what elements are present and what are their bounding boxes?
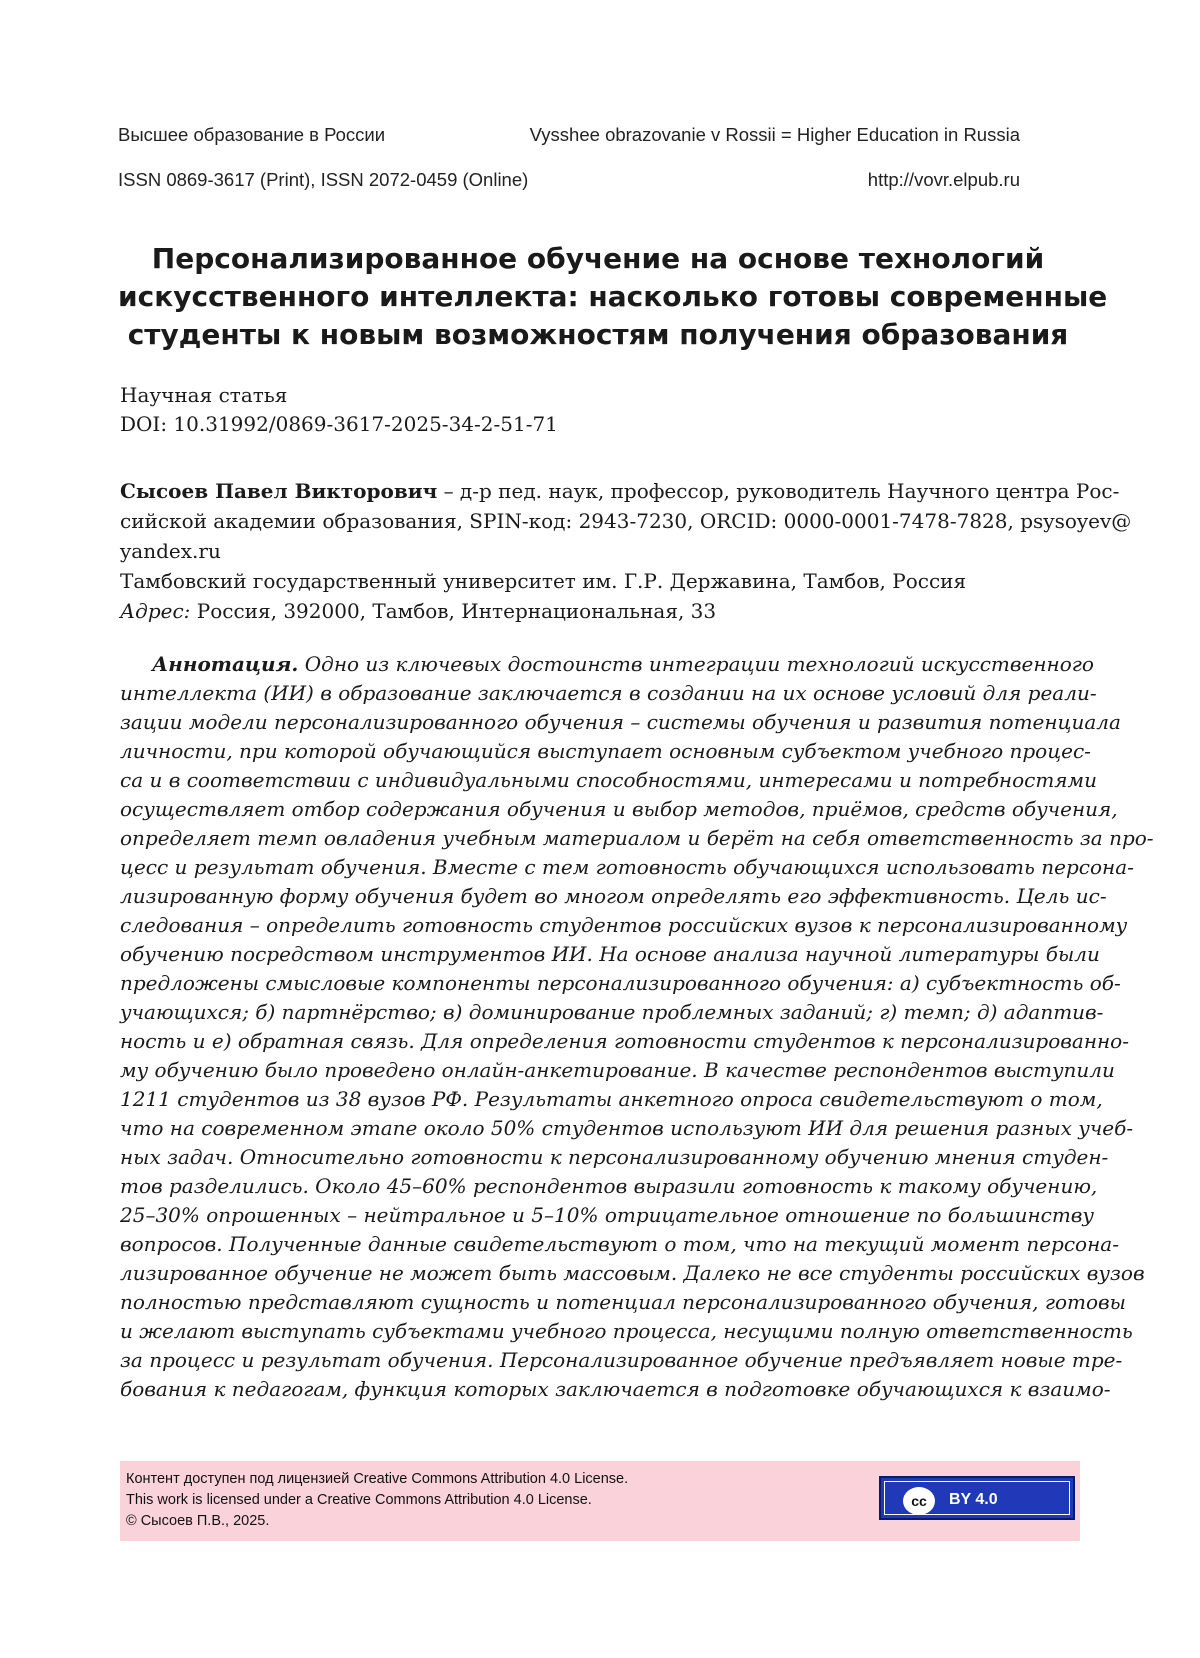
abstract-line: учающихся; б) партнёрство; в) доминирование проблемных заданий; г) темп; д) адаптив- [120, 1000, 1104, 1024]
title-line: искусственного интеллекта: насколько готовы современные [118, 280, 1108, 313]
abstract-line: са и в соответствии с индивидуальными способностями, интересами и потребностями [120, 768, 1098, 792]
author-address: Россия, 392000, Тамбов, Интернациональная, 33 [190, 599, 717, 623]
abstract-line: осуществляет отбор содержания обучения и выбор методов, приёмов, средств обучения, [120, 797, 1118, 821]
journal-title-en: Vysshee obrazovanie v Rossii = Higher Education in Russia [529, 124, 1020, 145]
journal-url[interactable]: http://vovr.elpub.ru [867, 169, 1020, 190]
abstract-line: ных задач. Относительно готовности к персонализированному обучению мнения студен- [120, 1145, 1109, 1169]
author-email-tail: yandex.ru [120, 539, 221, 563]
issn-line: ISSN 0869-3617 (Print), ISSN 2072-0459 (Online) [118, 169, 529, 190]
cc-logo-icon: cc [903, 1487, 935, 1515]
abstract-line: тов разделились. Около 45–60% респондентов выразили готовность к такому обучению, [120, 1174, 1098, 1198]
abstract-line: му обучению было проведено онлайн-анкетирование. В качестве респондентов выступили [120, 1058, 1115, 1082]
abstract-line: лизированное обучение не может быть массовым. Далеко не все студенты российских вузов [120, 1261, 1145, 1285]
license-line-ru: Контент доступен под лицензией Creative Commons Attribution 4.0 License. [126, 1471, 629, 1487]
abstract-line: полностью представляют сущность и потенциал персонализированного обучения, готовы [120, 1290, 1126, 1314]
cc-badge-label: BY 4.0 [949, 1491, 998, 1508]
abstract-line: обучению посредством инструментов ИИ. На основе анализа научной литературы были [120, 942, 1100, 966]
abstract-line: личности, при которой обучающийся выступает основным субъектом учебного процес- [120, 739, 1091, 763]
abstract-line: что на современном этапе около 50% студентов используют ИИ для решения разных учеб- [120, 1116, 1134, 1140]
author-affiliation: Тамбовский государственный университет им. Г.Р. Державина, Тамбов, Россия [120, 569, 967, 593]
address-label: Адрес: [120, 599, 191, 623]
abstract-line: зации модели персонализированного обучения – системы обучения и развития потенциала [120, 710, 1121, 734]
author-block [120, 476, 1132, 626]
author-name: Сысоев Павел Викторович [120, 479, 438, 503]
abstract-label: Аннотация. [152, 652, 299, 676]
journal-title-ru: Высшее образование в России [118, 124, 386, 145]
abstract-line: интеллекта (ИИ) в образование заключается в создании на их основе условий для реали- [120, 681, 1097, 705]
abstract-line: ность и е) обратная связь. Для определения готовности студентов к персонализированно- [120, 1029, 1129, 1053]
abstract-line: следования – определить готовность студентов российских вузов к персонализированному [120, 913, 1128, 937]
abstract-line: и желают выступать субъектами учебного процесса, несущими полную ответственность [120, 1319, 1133, 1343]
author-credentials: – д-р пед. наук, профессор, руководитель Научного центра Рос- [437, 479, 1120, 503]
abstract-line: 1211 студентов из 38 вузов РФ. Результаты анкетного опроса свидетельствуют о том, [120, 1087, 1103, 1111]
abstract-line: предложены смысловые компоненты персонализированного обучения: а) субъектность об- [120, 971, 1121, 995]
copyright: © Сысоев П.В., 2025. [126, 1513, 270, 1529]
abstract-line: за процесс и результат обучения. Персонализированное обучение предъявляет новые тре- [120, 1348, 1123, 1372]
article-title [118, 240, 1108, 354]
doi[interactable]: DOI: 10.31992/0869-3617-2025-34-2-51-71 [120, 412, 558, 436]
title-line: студенты к новым возможностям получения образования [127, 318, 1069, 351]
abstract-line: определяет темп овладения учебным материалом и берёт на себя ответственность за про- [120, 826, 1154, 850]
abstract-line: 25–30% опрошенных – нейтральное и 5–10% отрицательное отношение по большинству [120, 1203, 1095, 1227]
abstract [120, 650, 1154, 1404]
abstract-line: бования к педагогам, функция которых заключается в подготовке обучающихся к взаимо- [120, 1377, 1111, 1401]
article-type: Научная статья [120, 383, 288, 407]
author-ids: сийской академии образования, SPIN-код: 2943-7230, ORCID: 0000-0001-7478-7828, psysoyev@ [120, 509, 1132, 533]
license-line-en: This work is licensed under a Creative Commons Attribution 4.0 License. [126, 1492, 592, 1508]
cc-by-badge[interactable] [879, 1476, 1075, 1520]
abstract-line: цесс и результат обучения. Вместе с тем готовность обучающихся использовать персона- [120, 855, 1134, 879]
abstract-line: Одно из ключевых достоинств интеграции технологий искусственного [298, 652, 1094, 676]
abstract-line: лизированную форму обучения будет во многом определять его эффективность. Цель ис- [120, 884, 1107, 908]
title-line: Персонализированное обучение на основе технологий [151, 242, 1045, 275]
license-box [120, 1461, 1080, 1541]
abstract-line: вопросов. Полученные данные свидетельствуют о том, что на текущий момент персона- [120, 1232, 1119, 1256]
